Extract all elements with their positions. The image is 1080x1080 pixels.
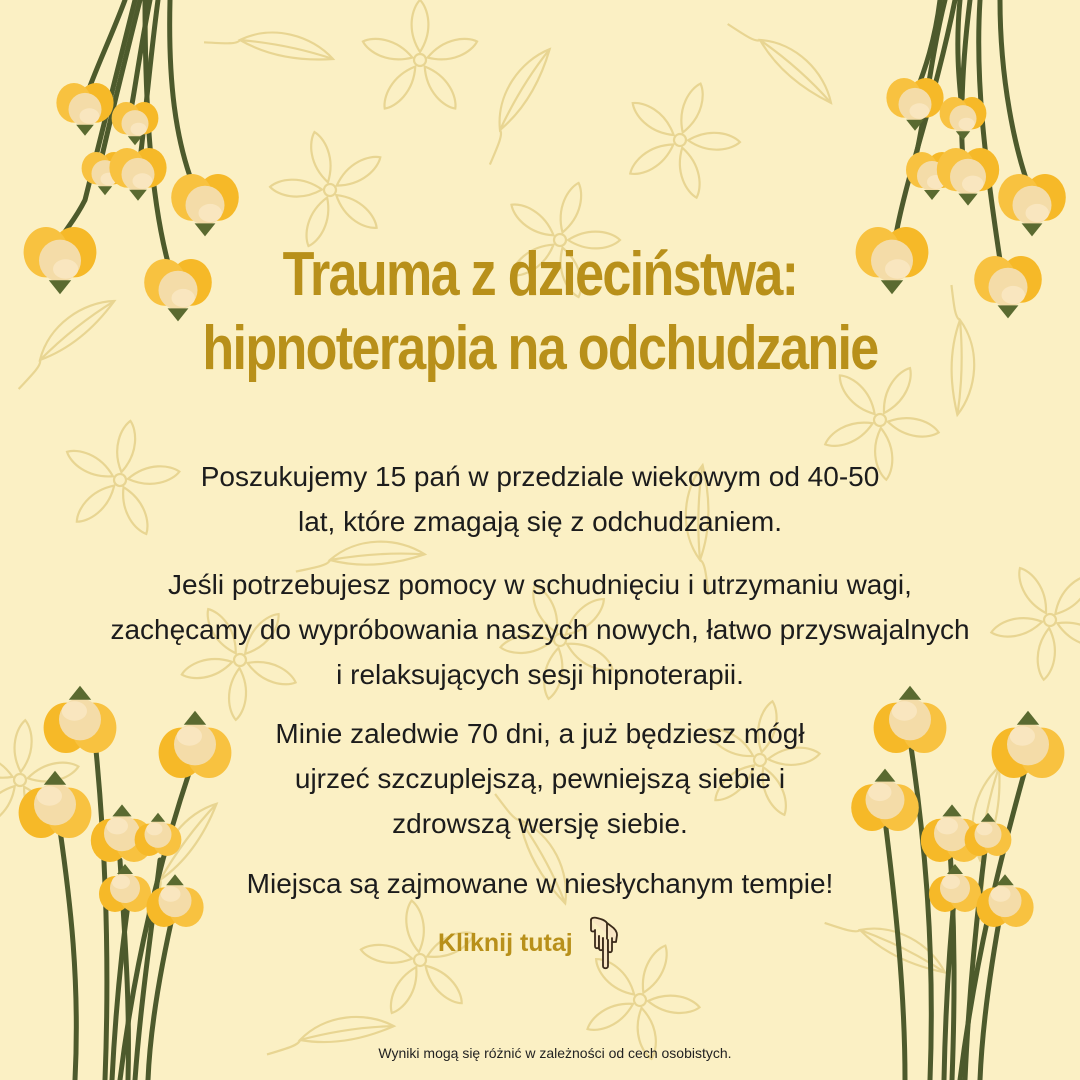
paragraph-line: Minie zaledwie 70 dni, a już będziesz mógł (275, 718, 805, 749)
pointing-hand-icon (585, 916, 629, 970)
paragraph-line: Miejsca są zajmowane w niesłychanym tempie! (246, 868, 834, 899)
paragraph-promise (0, 711, 1080, 846)
paragraph-urgency (0, 861, 1080, 906)
paragraph-line: zdrowszą wersję siebie. (392, 808, 688, 839)
click-here-link[interactable] (438, 918, 629, 968)
disclaimer: Wyniki mogą się różnić w zależności od cech osobistych. (378, 1045, 732, 1061)
paragraph-recruitment (0, 454, 1080, 544)
paragraph-line: ujrzeć szczuplejszą, pewniejszą siebie i (294, 763, 786, 794)
paragraph-line: Jeśli potrzebujesz pomocy w schudnięciu i utrzymaniu wagi, (168, 569, 912, 600)
paragraph-line: Poszukujemy 15 pań w przedziale wiekowym od 40-50 (200, 461, 880, 492)
title-line-2: hipnoterapia na odchudzanie (202, 314, 878, 383)
paragraph-line: i relaksujących sesji hipnoterapii. (336, 659, 744, 690)
paragraph-line: zachęcamy do wypróbowania naszych nowych, łatwo przyswajalnych (110, 614, 970, 645)
title-line-1: Trauma z dzieciństwa: (282, 240, 798, 309)
paragraph-line: lat, które zmagają się z odchudzaniem. (297, 506, 783, 537)
paragraph-invitation (0, 562, 1080, 697)
click-here-label: Kliknij tutaj (438, 928, 573, 957)
page-title (86, 238, 993, 386)
